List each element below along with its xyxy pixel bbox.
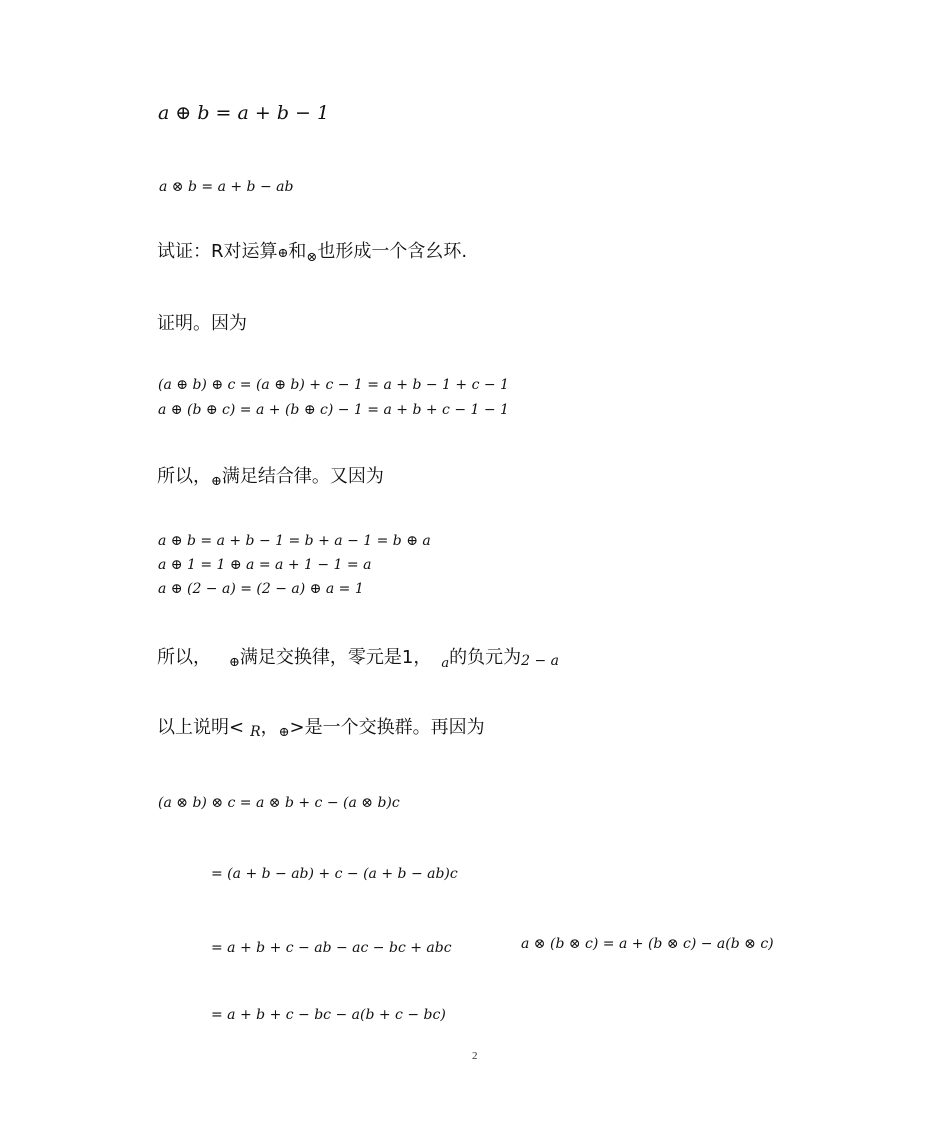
comm-conclusion-post: 的负元为 <box>449 647 522 668</box>
otimes-assoc-line-4: = a + b + c − bc − a(b + c − bc) <box>211 1007 446 1023</box>
comm-conclusion-pre: 所以， <box>157 647 211 668</box>
otimes-assoc-right: a ⊗ (b ⊗ c) = a + (b ⊗ c) − a(b ⊗ c) <box>521 936 774 952</box>
problem-text-pre: 试证：R对运算 <box>157 241 278 262</box>
oplus-symbol: ⊕ <box>211 474 222 489</box>
set-R: R <box>250 724 261 740</box>
inverse-equation: a ⊕ (2 − a) = (2 − a) ⊕ a = 1 <box>158 581 364 597</box>
oplus-symbol: ⊕ <box>277 246 289 261</box>
assoc-equation-2: a ⊕ (b ⊕ c) = a + (b ⊕ c) − 1 = a + b + c − 1 − 1 <box>158 402 509 418</box>
assoc-equation-1: (a ⊕ b) ⊕ c = (a ⊕ b) + c − 1 = a + b − 1 + c − 1 <box>158 377 509 393</box>
identity-equation: a ⊕ 1 = 1 ⊕ a = a + 1 − 1 = a <box>158 557 372 573</box>
proof-intro: 证明。因为 <box>157 313 247 334</box>
group-statement <box>157 713 485 739</box>
otimes-assoc-line-2: = (a + b − ab) + c − (a + b − ab)c <box>211 866 458 882</box>
otimes-definition: a ⊗ b = a + b − ab <box>159 179 294 195</box>
assoc-conclusion-pre: 所以， <box>157 466 211 487</box>
group-statement-pre: 以上说明< <box>157 717 245 738</box>
problem-text-mid: 和 <box>288 241 307 262</box>
group-statement-post: >是一个交换群。再因为 <box>289 717 485 738</box>
problem-text-post: 也形成一个含幺环. <box>317 241 468 262</box>
assoc-conclusion <box>157 462 384 488</box>
otimes-assoc-line-1: (a ⊗ b) ⊗ c = a ⊗ b + c − (a ⊗ b)c <box>158 795 400 811</box>
comm-equation: a ⊕ b = a + b − 1 = b + a − 1 = b ⊕ a <box>158 533 431 549</box>
comm-conclusion-mid: 满足交换律，零元是1， <box>239 647 432 668</box>
comm-conclusion <box>157 643 559 669</box>
oplus-symbol: ⊕ <box>229 655 240 670</box>
group-statement-comma: ， <box>260 717 279 738</box>
assoc-conclusion-post: 满足结合律。又因为 <box>221 466 384 487</box>
problem-statement <box>157 237 467 263</box>
oplus-definition: a ⊕ b = a + b − 1 <box>158 102 330 124</box>
otimes-assoc-line-3: = a + b + c − ab − ac − bc + abc <box>211 940 452 956</box>
negative-element: 2 − a <box>521 653 560 669</box>
oplus-symbol: ⊕ <box>278 725 290 740</box>
var-a: a <box>441 656 450 671</box>
page-number: 2 <box>472 1050 478 1062</box>
otimes-symbol: ⊗ <box>306 250 318 265</box>
